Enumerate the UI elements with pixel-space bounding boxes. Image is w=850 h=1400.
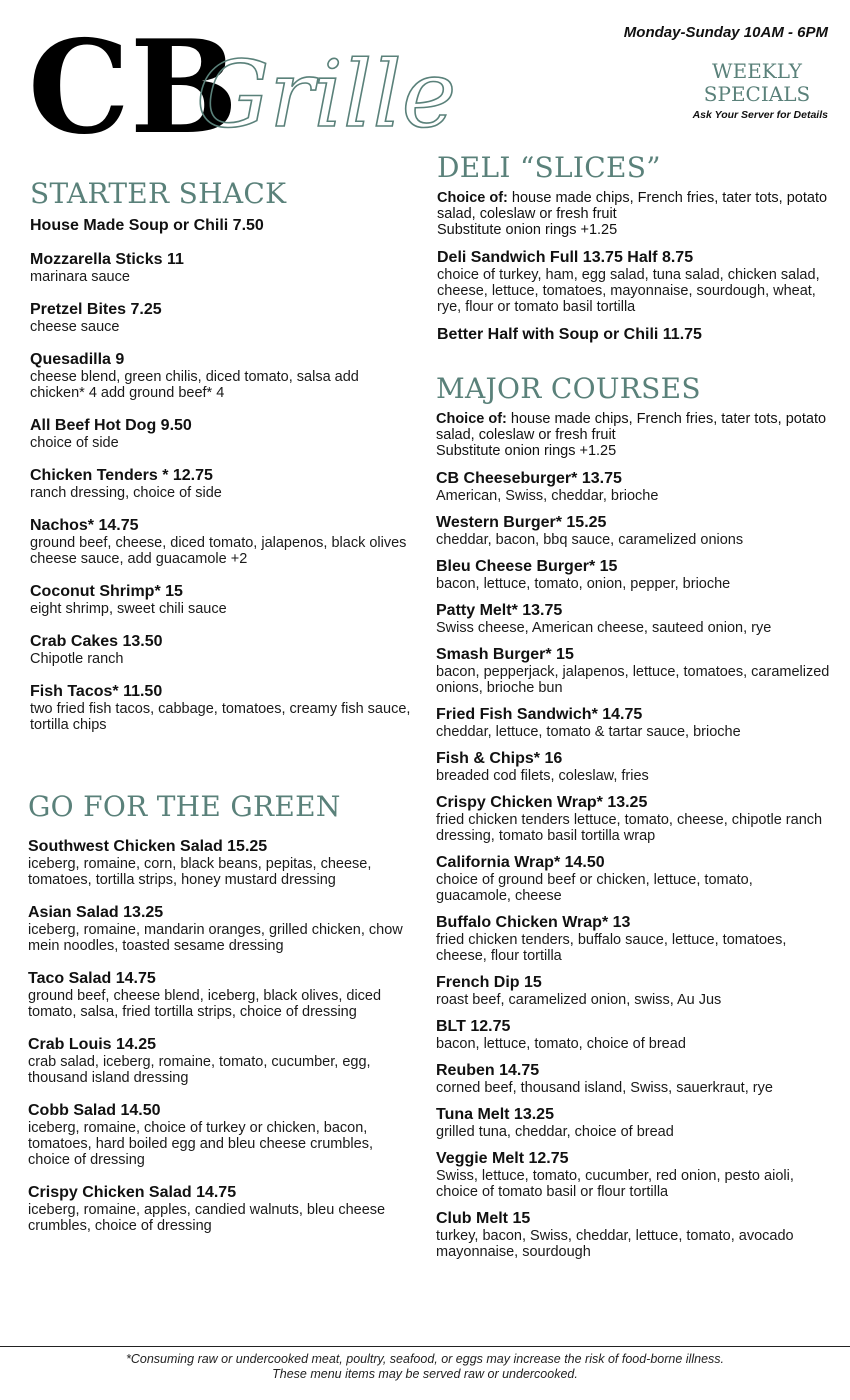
menu-item-name: Tuna Melt 13.25 <box>436 1106 554 1123</box>
menu-item-name: Veggie Melt 12.75 <box>436 1150 569 1167</box>
menu-item-description: bacon, lettuce, tomato, choice of bread <box>436 1036 686 1052</box>
menu-item <box>436 645 831 696</box>
menu-item-description: cheddar, lettuce, tomato & tartar sauce, brioche <box>436 724 741 740</box>
menu-item-name: Fried Fish Sandwich* 14.75 <box>436 706 643 723</box>
menu-item-name: Buffalo Chicken Wrap* 13 <box>436 914 631 931</box>
menu-item <box>30 516 415 567</box>
menu-item-description: turkey, bacon, Swiss, cheddar, lettuce, tomato, avocado mayonnaise, sourdough <box>436 1228 794 1260</box>
menu-item <box>437 325 832 344</box>
menu-item <box>436 1149 831 1200</box>
menu-item-description: Chipotle ranch <box>30 651 124 667</box>
menu-item <box>436 913 831 964</box>
menu-item-name: Southwest Chicken Salad 15.25 <box>28 838 268 855</box>
menu-item-name: Mozzarella Sticks 11 <box>30 251 184 268</box>
menu-item-name: Taco Salad 14.75 <box>28 970 156 987</box>
menu-item-description: fried chicken tenders, buffalo sauce, lettuce, tomatoes, cheese, flour tortilla <box>436 932 787 964</box>
menu-item-description: iceberg, romaine, apples, candied walnuts, bleu cheese crumbles, choice of dressing <box>28 1202 386 1234</box>
menu-item <box>30 300 415 335</box>
menu-item-description: crab salad, iceberg, romaine, tomato, cucumber, egg, thousand island dressing <box>28 1054 371 1086</box>
menu-item-name: Nachos* 14.75 <box>30 517 139 534</box>
menu-item-description: cheddar, bacon, bbq sauce, caramelized onions <box>436 532 744 548</box>
menu-item <box>436 793 831 844</box>
menu-item <box>30 682 415 733</box>
menu-item-name: Western Burger* 15.25 <box>436 514 607 531</box>
section-title-deli: DELI “SLICES” <box>437 151 661 184</box>
menu-item <box>436 1061 831 1096</box>
menu-item-description: iceberg, romaine, choice of turkey or chicken, bacon, tomatoes, hard boiled egg and bleu cheese crumbles, choice of dressing <box>28 1120 373 1168</box>
menu-item-name: House Made Soup or Chili 7.50 <box>30 217 264 234</box>
menu-item-description: bacon, pepperjack, jalapenos, lettuce, tomatoes, caramelized onions, brioche bun <box>436 664 830 696</box>
menu-item-description: choice of side <box>30 435 119 451</box>
menu-item-name: Smash Burger* 15 <box>436 646 574 663</box>
menu-item-name: California Wrap* 14.50 <box>436 854 605 871</box>
menu-item <box>30 466 415 501</box>
footer-divider <box>0 1346 850 1347</box>
menu-item-description: marinara sauce <box>30 269 130 285</box>
menu-item-name: Crab Cakes 13.50 <box>30 633 163 650</box>
major-list <box>436 469 831 1260</box>
menu-item-name: French Dip 15 <box>436 974 542 991</box>
menu-item <box>28 1101 413 1168</box>
weekly-title-line1: WEEKLY <box>712 59 802 83</box>
menu-item-name: Cobb Salad 14.50 <box>28 1102 161 1119</box>
menu-item-name: Deli Sandwich Full 13.75 Half 8.75 <box>437 249 694 266</box>
menu-item <box>436 513 831 548</box>
menu-item-name: Asian Salad 13.25 <box>28 904 164 921</box>
section-title-starter: STARTER SHACK <box>30 177 287 210</box>
menu-item-name: Pretzel Bites 7.25 <box>30 301 162 318</box>
menu-item <box>30 416 415 451</box>
menu-item-name: Club Melt 15 <box>436 1210 531 1227</box>
menu-item <box>436 749 831 784</box>
menu-item <box>436 469 831 504</box>
menu-item <box>436 601 831 636</box>
menu-item-name: Crab Louis 14.25 <box>28 1036 157 1053</box>
menu-item-description: fried chicken tenders lettuce, tomato, cheese, chipotle ranch dressing, tomato basil tortilla wrap <box>436 812 823 844</box>
major-choice-label: Choice of: <box>436 411 507 427</box>
major-substitute: Substitute onion rings +1.25 <box>436 443 617 459</box>
menu-item-description: American, Swiss, cheddar, brioche <box>436 488 659 504</box>
major-choice-text: house made chips, French fries, tater tots, potato salad, coleslaw or fresh fruit <box>436 411 827 443</box>
menu-item-description: ranch dressing, choice of side <box>30 485 222 501</box>
menu-item-description: cheese blend, green chilis, diced tomato, salsa add chicken* 4 add ground beef* 4 <box>30 369 359 401</box>
footer-disclaimer <box>0 1352 850 1382</box>
section-deli <box>437 152 832 354</box>
menu-item <box>30 250 415 285</box>
starter-list <box>30 216 415 733</box>
menu-item-name: Bleu Cheese Burger* 15 <box>436 558 618 575</box>
menu-item <box>436 705 831 740</box>
green-list <box>28 837 413 1234</box>
menu-item-name: BLT 12.75 <box>436 1018 511 1035</box>
menu-item-description: Swiss cheese, American cheese, sauteed onion, rye <box>436 620 772 636</box>
menu-item-description: choice of ground beef or chicken, lettuce, tomato, guacamole, cheese <box>436 872 753 904</box>
deli-list <box>437 248 832 344</box>
section-starter <box>30 178 415 748</box>
menu-item-description: grilled tuna, cheddar, choice of bread <box>436 1124 674 1140</box>
logo <box>28 14 478 154</box>
menu-item-name: Patty Melt* 13.75 <box>436 602 563 619</box>
deli-choice-text: house made chips, French fries, tater tots, potato salad, coleslaw or fresh fruit <box>437 190 828 222</box>
menu-item <box>30 350 415 401</box>
logo-script: Grille <box>196 41 457 148</box>
menu-item <box>436 557 831 592</box>
footer-line2: These menu items may be served raw or undercooked. <box>272 1367 578 1381</box>
menu-item-description: corned beef, thousand island, Swiss, sauerkraut, rye <box>436 1080 773 1096</box>
menu-item-name: Crispy Chicken Salad 14.75 <box>28 1184 237 1201</box>
menu-item-description: two fried fish tacos, cabbage, tomatoes, creamy fish sauce, tortilla chips <box>30 701 411 733</box>
menu-item-description: ground beef, cheese, diced tomato, jalapenos, black olives cheese sauce, add guacamole +2 <box>30 535 407 567</box>
weekly-title-line2: SPECIALS <box>703 82 811 106</box>
menu-item-description: ground beef, cheese blend, iceberg, black olives, diced tomato, salsa, fried tortilla strips, choice of dressing <box>28 988 382 1020</box>
menu-item-name: All Beef Hot Dog 9.50 <box>30 417 192 434</box>
menu-item <box>28 903 413 954</box>
footer-line1: *Consuming raw or undercooked meat, poultry, seafood, or eggs may increase the risk of food-borne illness. <box>126 1352 724 1366</box>
hours-text: Monday-Sunday 10AM - 6PM <box>623 24 828 41</box>
weekly-subtitle: Ask Your Server for Details <box>692 109 828 121</box>
menu-item <box>30 582 415 617</box>
menu-item-name: Fish & Chips* 16 <box>436 750 563 767</box>
weekly-specials <box>668 60 828 121</box>
menu-item-name: Better Half with Soup or Chili 11.75 <box>437 326 702 343</box>
menu-item-description: iceberg, romaine, mandarin oranges, grilled chicken, chow mein noodles, toasted sesame dressing <box>28 922 403 954</box>
menu-item <box>437 248 832 315</box>
menu-item-name: Reuben 14.75 <box>436 1062 540 1079</box>
menu-item <box>436 1105 831 1140</box>
menu-item-description: iceberg, romaine, corn, black beans, pepitas, cheese, tomatoes, tortilla strips, honey mustard dressing <box>28 856 372 888</box>
section-major <box>436 373 831 1269</box>
menu-item-description: breaded cod filets, coleslaw, fries <box>436 768 649 784</box>
menu-item <box>28 969 413 1020</box>
section-title-green: GO FOR THE GREEN <box>28 790 341 823</box>
section-title-major: MAJOR COURSES <box>436 372 701 405</box>
menu-item-name: Coconut Shrimp* 15 <box>30 583 183 600</box>
menu-item <box>28 837 413 888</box>
menu-item <box>436 973 831 1008</box>
menu-item-name: Fish Tacos* 11.50 <box>30 683 163 700</box>
menu-item-name: Chicken Tenders * 12.75 <box>30 467 213 484</box>
menu-item-description: bacon, lettuce, tomato, onion, pepper, brioche <box>436 576 731 592</box>
menu-item <box>30 632 415 667</box>
menu-item <box>436 1209 831 1260</box>
logo-monogram: CB <box>28 14 239 154</box>
menu-item <box>436 1017 831 1052</box>
menu-item-description: Swiss, lettuce, tomato, cucumber, red onion, pesto aioli, choice of tomato basil or flour tortilla <box>436 1168 794 1200</box>
logo-graphic <box>28 14 478 154</box>
section-green <box>28 791 413 1249</box>
menu-item-description: cheese sauce <box>30 319 120 335</box>
menu-item <box>436 853 831 904</box>
major-choice-note <box>436 411 831 459</box>
menu-item-name: Crispy Chicken Wrap* 13.25 <box>436 794 648 811</box>
menu-item <box>30 216 415 235</box>
menu-item <box>28 1183 413 1234</box>
menu-item-description: choice of turkey, ham, egg salad, tuna salad, chicken salad, cheese, lettuce, tomatoes, mayonnaise, sourdough, wheat, rye, flour or tomato basil tortilla <box>437 267 820 315</box>
deli-substitute: Substitute onion rings +1.25 <box>437 222 618 238</box>
deli-choice-note <box>437 190 832 238</box>
menu-item <box>28 1035 413 1086</box>
deli-choice-label: Choice of: <box>437 190 508 206</box>
menu-item-description: roast beef, caramelized onion, swiss, Au Jus <box>436 992 722 1008</box>
menu-item-description: eight shrimp, sweet chili sauce <box>30 601 227 617</box>
menu-item-name: CB Cheeseburger* 13.75 <box>436 470 622 487</box>
menu-item-name: Quesadilla 9 <box>30 351 125 368</box>
